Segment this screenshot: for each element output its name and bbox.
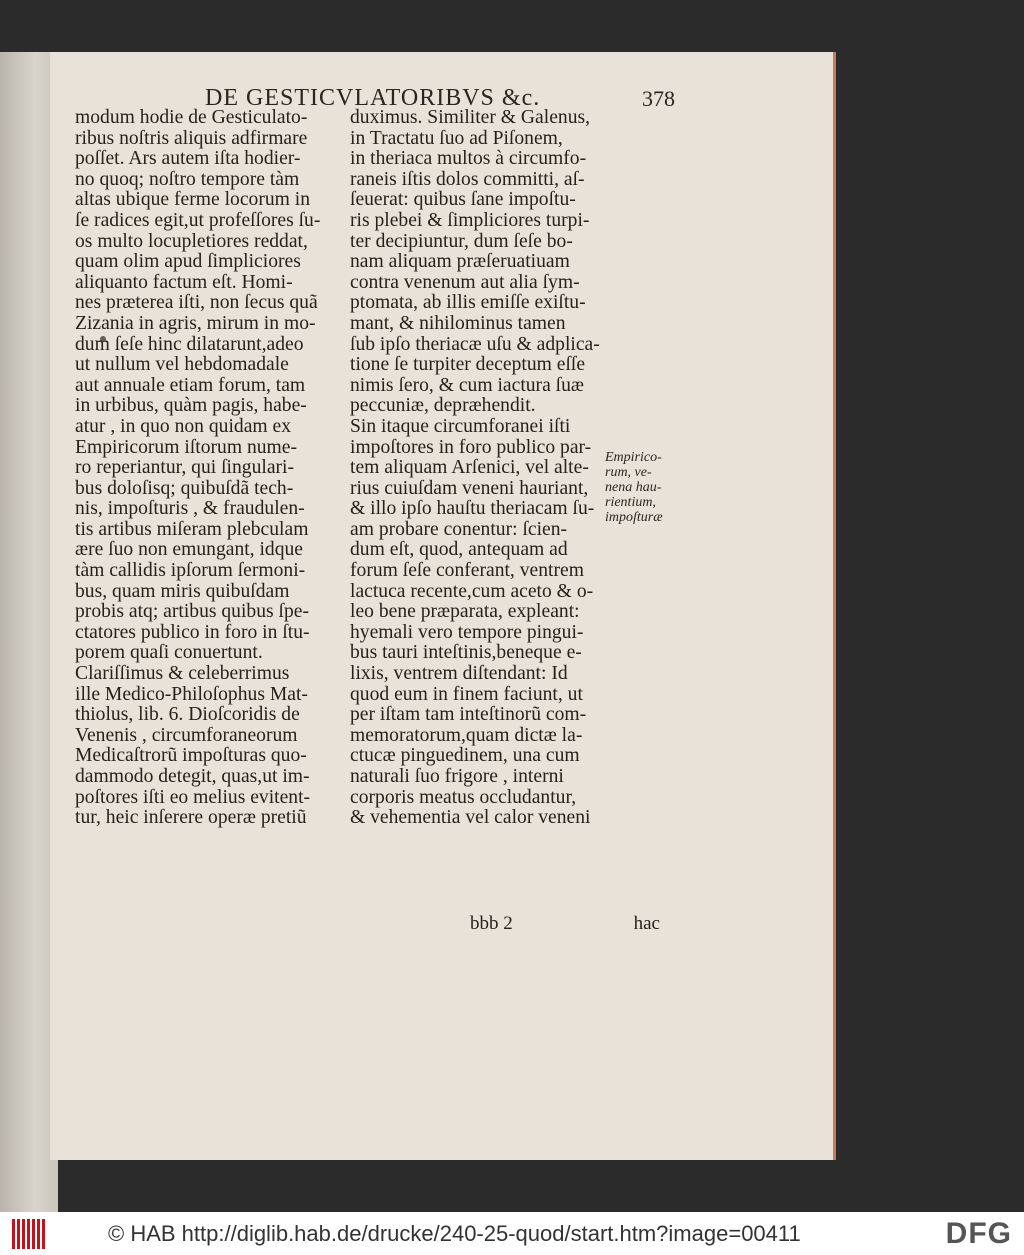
text-line: memoratorum,quam dictæ la- bbox=[350, 724, 583, 746]
text-line: nes præterea iſti, non ſecus quã bbox=[75, 292, 318, 314]
text-line: ter decipiuntur, dum ſeſe bo- bbox=[350, 230, 573, 252]
text-line: dum eſt, quod, antequam ad bbox=[350, 539, 568, 561]
text-line: ptomata, ab illis emiſſe exiſtu- bbox=[350, 292, 586, 314]
text-line: rius cuiuſdam veneni hauriant, bbox=[350, 477, 589, 499]
catchword-line bbox=[470, 913, 660, 935]
text-line: no quoq; noſtro tempore tàm bbox=[75, 168, 300, 190]
text-line: Sin itaque circumforanei iſti bbox=[350, 415, 571, 437]
text-line: mant, & nihilominus tamen bbox=[350, 312, 566, 334]
text-line: duximus. Similiter & Galenus, bbox=[350, 107, 591, 128]
margin-note-line: nena hau- bbox=[605, 480, 662, 495]
text-line: os multo locupletiores reddat, bbox=[75, 230, 308, 252]
text-line: porem quaſi conuertunt. bbox=[75, 642, 263, 664]
text-line: aut annuale etiam forum, tam bbox=[75, 374, 306, 396]
text-line: dum ſeſe hinc dilatarunt,adeo bbox=[75, 333, 304, 355]
text-line: Medicaſtrorũ impoſturas quo- bbox=[75, 745, 307, 767]
text-line: nimis ſero, & cum iactura ſuæ bbox=[350, 374, 584, 396]
text-line: nam aliquam præſeruatiuam bbox=[350, 251, 570, 273]
text-line: Empiricorum iſtorum nume- bbox=[75, 436, 298, 458]
text-line: tur, heic inſerere operæ pretiũ bbox=[75, 807, 307, 829]
text-line: ut nullum vel hebdomadale bbox=[75, 354, 289, 376]
text-line: Zizania in agris, mirum in mo- bbox=[75, 312, 316, 334]
text-line: corporis meatus occludantur, bbox=[350, 786, 577, 808]
text-line: tàm callidis ipſorum ſermoni- bbox=[75, 560, 306, 582]
text-line: Venenis , circumforaneorum bbox=[75, 724, 298, 746]
footer-bar bbox=[0, 1212, 1024, 1255]
text-line: leo bene præparata, expleant: bbox=[350, 601, 580, 623]
text-line: am probare conentur: ſcien- bbox=[350, 518, 568, 540]
catchword: hac bbox=[633, 913, 660, 934]
text-line: tione ſe turpiter deceptum eſſe bbox=[350, 354, 586, 376]
text-line: Clariſſimus & celeberrimus bbox=[75, 663, 290, 685]
text-line: atur , in quo non quidam ex bbox=[75, 415, 292, 437]
text-line: tis artibus miſeram plebculam bbox=[75, 518, 309, 540]
margin-note-line: rientium, bbox=[605, 495, 656, 510]
text-line: in urbibus, quàm pagis, habe- bbox=[75, 395, 307, 417]
margin-note-line: rum, ve- bbox=[605, 465, 652, 480]
text-line: modum hodie de Gesticulato- bbox=[75, 107, 308, 128]
text-line: ſeuerat: quibus ſane impoſtu- bbox=[350, 189, 576, 211]
text-line: & illo ipſo hauſtu theriacam ſu- bbox=[350, 498, 595, 520]
text-line: hyemali vero tempore pingui- bbox=[350, 621, 584, 643]
text-line: dammodo detegit, quas,ut im- bbox=[75, 766, 310, 787]
text-line: quam olim apud ſimpliciores bbox=[75, 251, 301, 273]
text-line: per iſtam tam inteſtinorũ com- bbox=[350, 704, 587, 726]
text-line: poſtores iſti eo melius evitent- bbox=[75, 786, 311, 808]
page-number: 378 bbox=[642, 86, 675, 111]
text-line: impoſtores in foro publico par- bbox=[350, 436, 592, 458]
text-line: naturali ſuo frigore , interni bbox=[350, 766, 564, 787]
text-line: ris plebei & ſimpliciores turpi- bbox=[350, 209, 590, 231]
text-line: ro reperiantur, qui ſingulari- bbox=[75, 457, 295, 479]
text-line: altas ubique ferme locorum in bbox=[75, 189, 311, 211]
text-line: contra venenum aut alia ſym- bbox=[350, 271, 580, 293]
text-line: bus tauri inteſtinis,beneque e- bbox=[350, 642, 582, 664]
left-column bbox=[75, 108, 397, 829]
text-line: ſe radices egit,ut profeſſores ſu- bbox=[75, 209, 321, 231]
source-url[interactable]: © HAB http://diglib.hab.de/drucke/240-25-quod/start.htm?image=00411 bbox=[108, 1220, 801, 1246]
text-line: thiolus, lib. 6. Dioſcoridis de bbox=[75, 704, 300, 726]
text-line: forum ſeſe conferant, ventrem bbox=[350, 560, 584, 582]
text-line: lixis, ventrem diſtendant: Id bbox=[350, 663, 568, 685]
text-line: bus doloſisq; quibuſdã tech- bbox=[75, 477, 294, 499]
library-logo-icon bbox=[12, 1219, 54, 1249]
text-line: ære ſuo non emungant, idque bbox=[75, 539, 304, 561]
text-line: aliquanto factum eſt. Homi- bbox=[75, 271, 293, 293]
text-line: tem aliquam Arſenici, vel alte- bbox=[350, 457, 589, 479]
text-line: ſub ipſo theriacæ uſu & adplica- bbox=[350, 333, 600, 355]
text-line: & vehementia vel calor veneni bbox=[350, 807, 591, 829]
text-line: in Tractatu ſuo ad Piſonem, bbox=[350, 127, 563, 149]
text-line: probis atq; artibus quibus ſpe- bbox=[75, 601, 310, 623]
margin-note bbox=[605, 450, 695, 525]
text-line: raneis iſtis dolos committi, aſ- bbox=[350, 168, 585, 190]
text-line: ribus noſtris aliquis adfirmare bbox=[75, 127, 308, 149]
running-title: DE GESTICVLATORIBVS &c. bbox=[205, 85, 541, 111]
dfg-logo: DFG bbox=[945, 1216, 1012, 1250]
text-line: ctatores publico in foro in ſtu- bbox=[75, 621, 310, 643]
text-line: nis, impoſturis , & fraudulen- bbox=[75, 498, 305, 520]
text-line: in theriaca multos à circumfo- bbox=[350, 148, 587, 170]
margin-note-line: impoſturæ bbox=[605, 510, 663, 525]
signature-mark: bbb 2 bbox=[470, 913, 513, 934]
margin-note-line: Empirico- bbox=[605, 450, 662, 465]
text-line: quod eum in finem faciunt, ut bbox=[350, 683, 583, 705]
text-line: bus, quam miris quibuſdam bbox=[75, 580, 290, 602]
text-line: ctucæ pinguedinem, una cum bbox=[350, 745, 580, 767]
text-line: peccuniæ, depræhendit. bbox=[350, 395, 536, 417]
text-line: lactuca recente,cum aceto & o- bbox=[350, 580, 594, 602]
text-line: poſſet. Ars autem iſta hodier- bbox=[75, 148, 301, 170]
text-line: ille Medico-Philoſophus Mat- bbox=[75, 683, 308, 705]
